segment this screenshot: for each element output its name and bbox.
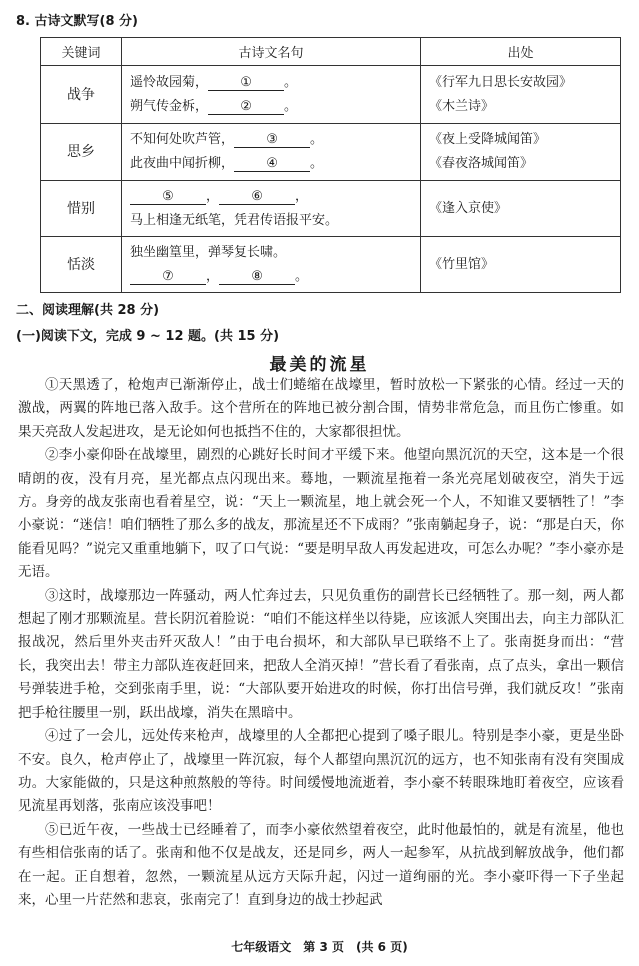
passage-title: 最美的流星 bbox=[269, 355, 370, 375]
paragraph-5: ⑤已近午夜，一些战士已经睡着了，而李小豪依然望着夜空，此时他最怕的，就是有流星，他也有些相信张南的话了。张南和他不仅是战友，还是同乡，两人一起参军，从抗战到解放战争，他们都在一起。正自想着，忽然，一颗流星从远方天际升起，闪过一道绚丽的光。李小豪吓得一下子坐起来，心里一片茫然和悲哀，张南完了！直到身边的战士抄起武 bbox=[18, 821, 624, 908]
table-row bbox=[41, 237, 621, 293]
question-8-heading: 8. 古诗文默写(8 分) bbox=[16, 14, 138, 29]
source-cell: 《竹里馆》 bbox=[421, 237, 621, 293]
section-2-heading: 二、阅读理解(共 28 分) bbox=[16, 303, 160, 318]
page-footer: 七年级语文 第 3 页 (共 6 页) bbox=[231, 940, 408, 954]
keyword-cell: 思乡 bbox=[41, 124, 122, 181]
table-row bbox=[41, 124, 621, 181]
header-verse: 古诗文名句 bbox=[122, 38, 421, 66]
blank-8[interactable]: ⑧ bbox=[219, 269, 295, 285]
blank-2[interactable]: ② bbox=[208, 99, 284, 115]
subsection-1-heading: (一)阅读下文，完成 9 ~ 12 题。(共 15 分) bbox=[16, 329, 280, 344]
keyword-cell: 战争 bbox=[41, 66, 122, 124]
paragraph-2: ②李小豪仰卧在战壕里，剧烈的心跳好长时间才平缓下来。他望向黑沉沉的天空，这本是一个很晴朗的夜，没有月亮，星光都点点闪现出来。蓦地，一颗流星拖着一条光亮尾划破夜空，消失于远方。身旁的战友张南也看着星空，说：“天上一颗流星，地上就会死一个人，不知谁又要牺牲了！”李小豪说：“迷信！咱们牺牲了那么多的战友，那流星还不下成雨？”张南躺起身子，说：“那是白天，你能看见吗？”说完又重重地躺下，叹了口气说：“要是明早敌人再发起进攻，可怎么办呢？”李小豪亦是无语。 bbox=[18, 447, 624, 581]
paragraph-4: ④过了一会儿，远处传来枪声，战壕里的人全都把心提到了嗓子眼儿。特别是李小豪，更是坐卧不安。良久，枪声停止了，战壕里一阵沉寂，每个人都望向黑沉沉的远方，也不知张南有没有突围成功。大家能做的，只是这种煎熬般的等待。时间缓慢地流逝着，李小豪不转眼珠地盯着夜空，应该看见流星再划落，张南应该没事吧！ bbox=[18, 728, 624, 815]
blank-4[interactable]: ④ bbox=[234, 156, 310, 172]
keyword-cell: 恬淡 bbox=[41, 237, 122, 293]
table-row bbox=[41, 181, 621, 237]
blank-5[interactable]: ⑤ bbox=[130, 189, 206, 205]
blank-7[interactable]: ⑦ bbox=[130, 269, 206, 285]
blank-1[interactable]: ① bbox=[208, 75, 284, 91]
poem-dictation-table bbox=[40, 37, 621, 293]
verse-cell: 独坐幽篁里，弹琴复长啸。 ⑦ ， ⑧ 。 bbox=[122, 237, 421, 293]
table-row bbox=[41, 66, 621, 124]
source-cell: 《行军九日思长安故园》 《木兰诗》 bbox=[421, 66, 621, 124]
header-keyword: 关键词 bbox=[41, 38, 122, 66]
paragraph-3: ③这时，战壕那边一阵骚动，两人忙奔过去，只见负重伤的副营长已经牺牲了。那一刻，两人都想起了刚才那颗流星。营长阴沉着脸说：“咱们不能这样坐以待毙，应该派人突围出去，向主力部队汇报战况，然后里外夹击歼灭敌人！”由于电台损坏，和大部队早已联络不上了。张南挺身而出：“营长，我突出去！带主力部队连夜赶回来，把敌人全消灭掉！”营长看了看张南，点了点头，拿出一颗信号弹装进手枪，交到张南手里，说：“大部队要开始进攻的时候，你打出信号弹，我们就反攻！”张南把手枪往腰里一别，跃出战壕，消失在黑暗中。 bbox=[18, 587, 624, 721]
header-source: 出处 bbox=[421, 38, 621, 66]
paragraph-1: ①天黑透了，枪炮声已渐渐停止，战士们蜷缩在战壕里，暂时放松一下紧张的心情。经过一天的激战，两翼的阵地已落入敌手。这个营所在的阵地已被分割合围，情势非常危急，而且伤亡惨重。如果天亮敌人发起进攻，是无论如何也抵挡不住的，大家都很担忧。 bbox=[18, 377, 624, 440]
keyword-cell: 惜别 bbox=[41, 181, 122, 237]
blank-3[interactable]: ③ bbox=[234, 132, 310, 148]
source-cell: 《夜上受降城闻笛》 《春夜洛城闻笛》 bbox=[421, 124, 621, 181]
passage-body bbox=[18, 374, 624, 912]
source-cell: 《逢入京使》 bbox=[421, 181, 621, 237]
verse-cell: ⑤ ， ⑥ ， 马上相逢无纸笔，凭君传语报平安。 bbox=[122, 181, 421, 237]
verse-cell: 遥怜故园菊， ① 。 朔气传金柝， ② 。 bbox=[122, 66, 421, 124]
table-header-row bbox=[41, 38, 621, 66]
blank-6[interactable]: ⑥ bbox=[219, 189, 295, 205]
verse-cell: 不知何处吹芦管， ③ 。 此夜曲中闻折柳， ④ 。 bbox=[122, 124, 421, 181]
